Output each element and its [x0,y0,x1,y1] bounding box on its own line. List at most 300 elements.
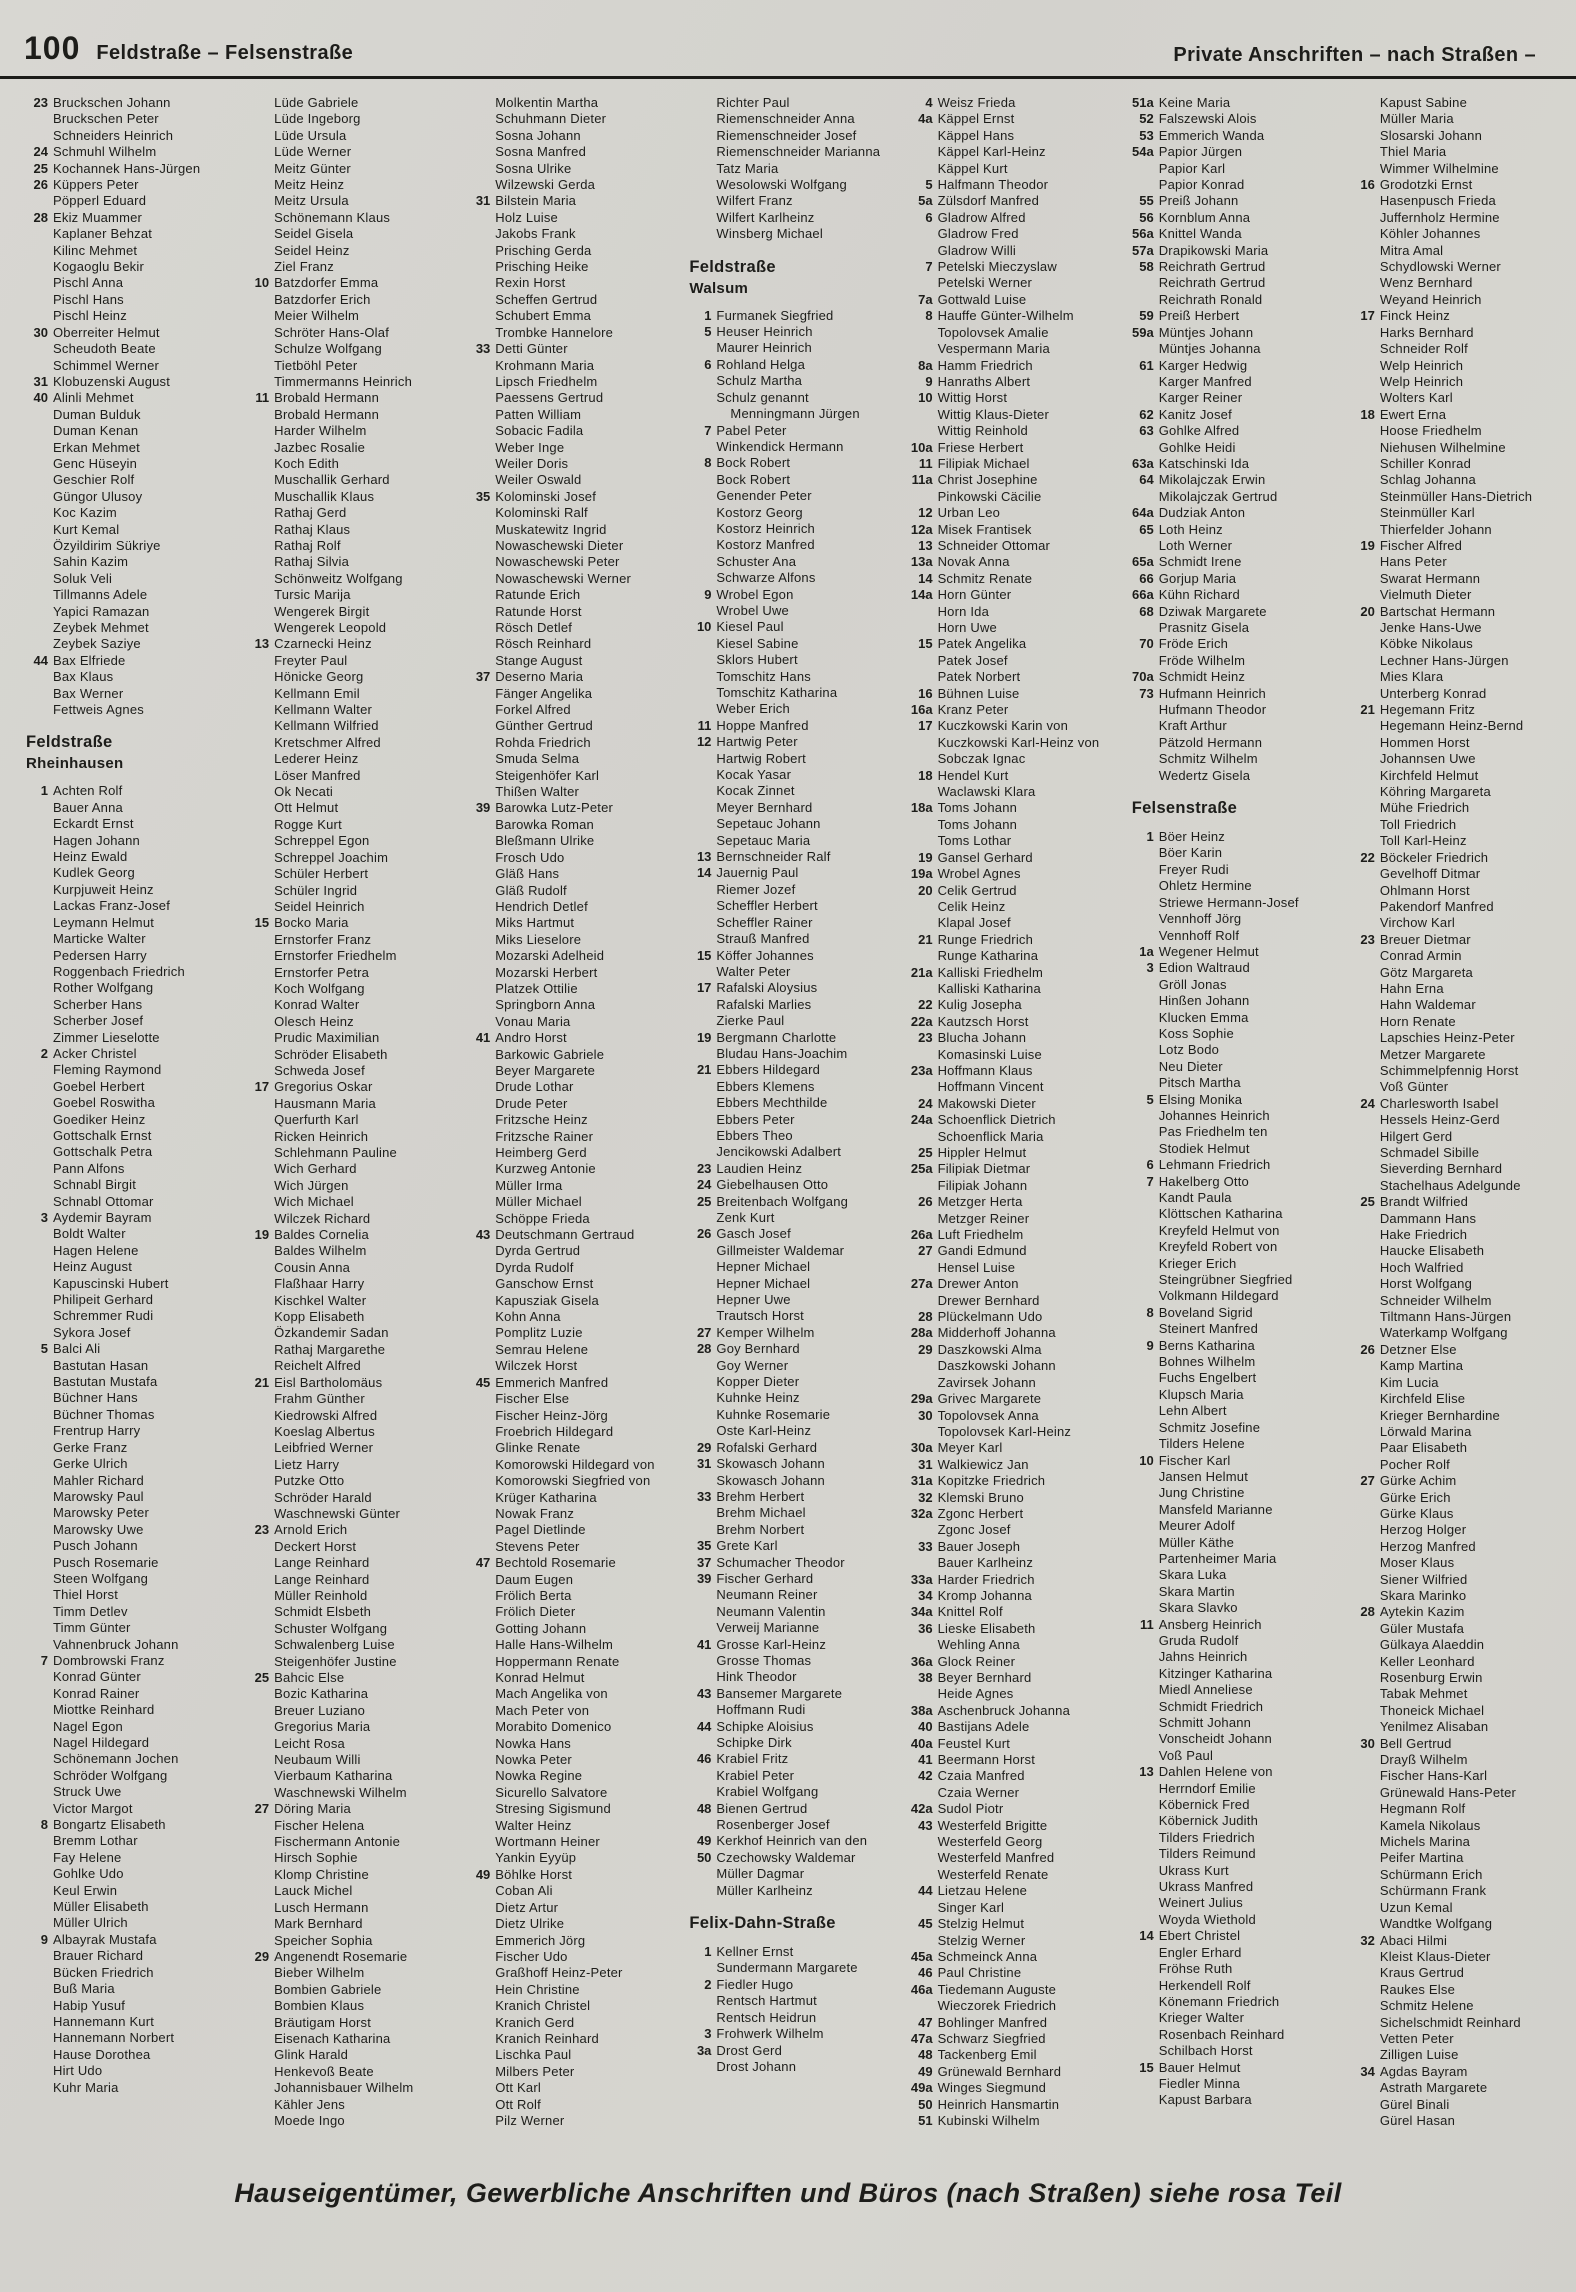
person-name: Sudol Piotr [937,1801,1004,1817]
person-name: Küppers Peter [53,177,139,193]
house-number [909,341,933,357]
entry-list [909,95,1120,2129]
entry-row [245,177,456,193]
person-name: Schreppel Joachim [274,849,389,865]
entry-row [245,948,456,964]
house-number [687,1960,711,1976]
house-number: 23 [696,1160,712,1176]
house-number [1351,1408,1375,1424]
person-name: Ebbers Peter [716,1111,795,1127]
house-number [687,1243,711,1259]
house-number [909,981,933,997]
house-number [1351,948,1375,964]
person-name: Winsberg Michael [716,226,823,242]
entry-row [909,1752,1120,1768]
person-name: Pas Friedhelm ten [1158,1124,1268,1140]
entry-row [245,2064,456,2080]
house-number [909,161,933,177]
house-number [1351,2113,1375,2129]
entry-row [24,1358,235,1374]
entry-row [1351,718,1562,734]
entry-row [1351,751,1562,767]
person-name: Tilders Helene [1158,1436,1245,1452]
house-number [24,1194,48,1210]
entry-row [466,374,677,390]
house-number [245,161,269,177]
person-name: Vonscheidt Johann [1158,1731,1272,1747]
entry-row [466,538,677,554]
house-number [1351,1900,1375,1916]
person-name: Westerfeld Manfred [937,1850,1055,1866]
person-name: Bleßmann Ulrike [495,833,595,849]
person-name: Ott Helmut [274,800,339,816]
entry-row [909,1424,1120,1440]
person-name: Schuhmann Dieter [495,111,607,127]
person-name: Wrobel Egon [716,586,794,602]
person-name: Mikolajczak Gertrud [1158,488,1278,504]
person-name: Bauer Joseph [937,1538,1021,1554]
house-number [687,439,711,455]
entry-row [1130,423,1341,439]
entry-row [24,358,235,374]
entry-row [1130,1223,1341,1239]
house-number [466,243,490,259]
person-name: Kogaoglu Bekir [53,259,144,275]
entry-row [1351,1309,1562,1325]
entry-row [909,390,1120,406]
house-number [466,932,490,948]
entry-row [1351,1178,1562,1194]
house-number: 26 [696,1226,712,1242]
house-number [1351,1358,1375,1374]
entry-row [24,636,235,652]
house-number: 4a [918,111,933,127]
entry-row [245,193,456,209]
person-name: Hinßen Johann [1158,993,1250,1009]
house-number [24,243,48,259]
house-number [1130,1895,1154,1911]
entry-row [466,2113,677,2129]
person-name: Gottschalk Petra [53,1144,153,1160]
person-name: Schulze Wolfgang [274,341,382,357]
person-name: Kopitzke Friedrich [937,1473,1046,1489]
entry-row [687,1768,898,1784]
entry-row [24,1817,235,1833]
person-name: Keine Maria [1158,95,1231,110]
house-number [24,1669,48,1685]
house-number: 3 [1146,960,1154,976]
entry-row [687,1522,898,1538]
house-number [245,1900,269,1916]
house-number: 28 [696,1341,712,1357]
person-name: Vielmuth Dieter [1379,587,1472,603]
house-number [1351,636,1375,652]
person-name: Skara Luka [1158,1567,1227,1583]
person-name: Schmuhl Wilhelm [53,144,157,160]
entry-row [245,1670,456,1686]
entry-row [687,2043,898,2059]
entry-row [909,1768,1120,1784]
entry-row [245,997,456,1013]
house-number: 63a [1132,455,1154,471]
house-number [1351,587,1375,603]
person-name: Grete Karl [716,1538,778,1554]
house-number: 62 [1139,406,1154,422]
house-number [245,407,269,423]
entry-row [1130,1206,1341,1222]
entry-row [1351,1047,1562,1063]
house-number: 66 [1139,570,1154,586]
house-number [687,1653,711,1669]
person-name: Meitz Günter [274,160,351,176]
house-number [1351,1818,1375,1834]
house-number [245,2097,269,2113]
entry-row [909,1490,1120,1506]
house-number [1351,226,1375,242]
person-name: Käppel Ernst [937,111,1015,127]
entry-row [1351,2015,1562,2031]
entry-row [687,210,898,226]
house-number [687,1587,711,1603]
house-number [245,784,269,800]
house-number [1130,161,1154,177]
person-name: Olesch Heinz [274,1013,354,1029]
person-name: Breuer Dietmar [1379,931,1471,947]
entry-row [687,2010,898,2026]
person-name: Skowasch Johann [716,1472,825,1488]
person-name: Patten William [495,406,582,422]
entry-row [687,865,898,881]
house-number [24,1915,48,1931]
house-number: 12 [918,505,933,521]
person-name: Fischer Gerhard [716,1570,814,1586]
house-number [24,587,48,603]
house-number [909,1047,933,1063]
entry-row [1130,993,1341,1009]
directory-columns [0,79,1576,2129]
entry-row [24,538,235,554]
person-name: Koch Edith [274,455,340,471]
house-number: 52 [1139,111,1154,127]
entry-row [466,292,677,308]
house-number: 47a [910,2030,933,2046]
person-name: Bozic Katharina [274,1686,369,1702]
entry-row [1351,866,1562,882]
entry-row [1130,1436,1341,1452]
person-name: Klupsch Maria [1158,1386,1244,1402]
person-name: Meitz Ursula [274,193,349,209]
person-name: Lechner Hans-Jürgen [1379,652,1509,668]
person-name: Neumann Reiner [716,1587,818,1603]
directory-column [909,95,1120,2129]
entry-row [1130,472,1341,488]
entry-row [909,800,1120,816]
person-name: Özkandemir Sadan [274,1325,389,1341]
person-name: Ernstorfer Petra [274,964,370,980]
person-name: Timm Günter [53,1620,131,1636]
entry-row [245,1686,456,1702]
person-name: Keul Erwin [53,1882,118,1898]
entry-row [909,1522,1120,1538]
house-number: 61 [1139,357,1154,373]
entry-row [1351,1801,1562,1817]
house-number [1351,981,1375,997]
street-section-header [689,258,898,297]
person-name: Kautzsch Horst [937,1013,1029,1029]
person-name: Mikolajczak Erwin [1158,472,1266,488]
house-number: 20 [1360,603,1375,619]
house-number [245,899,269,915]
person-name: Thißen Walter [495,784,580,800]
person-name: Miks Lieselore [495,931,582,947]
house-number [466,1686,490,1702]
person-name: Rathaj Margarethe [274,1341,386,1357]
house-number: 34a [910,1604,933,1620]
entry-row [687,1013,898,1029]
person-name: Hagen Helene [53,1242,139,1258]
entry-row [24,1112,235,1128]
entry-row [909,374,1120,390]
entry-row [1130,1453,1341,1469]
entry-row [466,390,677,406]
person-name: Heinrich Hansmartin [937,2096,1060,2112]
person-name: Balci Ali [53,1341,101,1357]
entry-row [909,1063,1120,1079]
entry-row [24,1555,235,1571]
house-number [909,1998,933,2014]
person-name: Rathaj Gerd [274,505,347,521]
person-name: Astrath Margarete [1379,2080,1488,2096]
person-name: Bludau Hans-Joachim [716,1045,848,1061]
person-name: Frölich Berta [495,1587,572,1603]
entry-row [909,669,1120,685]
house-number [687,373,711,389]
entry-row [466,1112,677,1128]
person-name: Kaplaner Behzat [53,226,153,242]
entry-row [1351,1161,1562,1177]
house-number [1351,1309,1375,1325]
person-name: Heinz Ewald [53,849,128,865]
person-name: Dietz Ulrike [495,1916,565,1932]
house-number [1130,1781,1154,1797]
person-name: Hartwig Robert [716,750,806,766]
house-number [245,800,269,816]
entry-row [687,1977,898,1993]
person-name: Kähler Jens [274,2096,345,2112]
house-number [466,686,490,702]
entry-row [245,800,456,816]
house-number [245,325,269,341]
person-name: Wittig Reinhold [937,423,1028,439]
entry-row [909,1637,1120,1653]
person-name: Pomplitz Luzie [495,1325,583,1341]
house-number [245,1834,269,1850]
person-name: Hagen Johann [53,832,140,848]
house-number [1351,1276,1375,1292]
house-number [1351,2015,1375,2031]
entry-row [1130,358,1341,374]
entry-row [24,1456,235,1472]
house-number: 11 [255,390,270,406]
entry-row [687,652,898,668]
person-name: Schmeinck Anna [937,1948,1038,1964]
person-name: Achten Rolf [53,783,123,799]
entry-row [909,1227,1120,1243]
entry-row [1351,210,1562,226]
person-name: Beyer Margarete [495,1062,596,1078]
entry-row [1130,878,1341,894]
person-name: Köhler Johannes [1379,226,1481,242]
entry-row [466,1818,677,1834]
person-name: Hahn Erna [1379,980,1444,996]
house-number [1351,1079,1375,1095]
entry-row [687,1177,898,1193]
house-number [245,1506,269,1522]
house-number [1351,1112,1375,1128]
person-name: Stachelhaus Adelgunde [1379,1177,1521,1193]
person-name: Barkowic Gabriele [495,1046,605,1062]
house-number [24,522,48,538]
house-number [909,489,933,505]
house-number [466,456,490,472]
house-number: 25 [254,1670,270,1685]
house-number: 11 [918,455,933,471]
person-name: Brehm Herbert [716,1488,805,1504]
person-name: Stelzig Helmut [937,1916,1025,1932]
entry-row [466,1063,677,1079]
person-name: Hensel Luise [937,1259,1016,1275]
house-number [24,865,48,881]
house-number [24,948,48,964]
entry-row [245,1506,456,1522]
entry-row [1130,1895,1341,1911]
person-name: Rathaj Klaus [274,521,351,537]
entry-row [1130,226,1341,242]
person-name: Mitra Amal [1379,242,1444,258]
person-name: Komorowski Siegfried von [495,1473,651,1489]
entry-row [909,1949,1120,1965]
entry-row [1130,1502,1341,1518]
house-number [1351,1375,1375,1391]
person-name: Grosse Thomas [716,1652,812,1668]
person-name: Jauernig Paul [716,865,799,881]
house-number [687,1817,711,1833]
entry-row [687,800,898,816]
entry-row [1351,1293,1562,1309]
entry-row [466,1982,677,1998]
person-name: Mühe Friedrich [1379,800,1470,816]
house-number [1130,1502,1154,1518]
entry-row [1351,1768,1562,1784]
entry-row [24,325,235,341]
person-name: Goy Bernhard [716,1341,800,1357]
entry-row [687,521,898,537]
entry-row [466,2047,677,2063]
person-name: Albayrak Mustafa [53,1931,157,1947]
entry-row [466,505,677,521]
entry-list [687,95,898,243]
entry-row [909,1408,1120,1424]
person-name: Hausmann Maria [274,1095,376,1111]
house-number [1351,1063,1375,1079]
entry-row [1130,1387,1341,1403]
person-name: Schreppel Egon [274,833,370,849]
person-name: Klobuzenski August [53,373,171,389]
person-name: Genc Hüseyin [53,455,138,471]
entry-row [24,1801,235,1817]
house-number [687,652,711,668]
entry-row [466,932,677,948]
entry-row [909,1194,1120,1210]
entry-row [466,2031,677,2047]
house-number [1351,620,1375,636]
entry-row [909,604,1120,620]
person-name: Ohlmann Horst [1379,882,1470,898]
house-number [245,1129,269,1145]
house-number [1130,1945,1154,1961]
person-name: Petelski Werner [937,275,1033,291]
entry-row [245,308,456,324]
entry-row [24,997,235,1013]
house-number [1351,1325,1375,1341]
entry-row [1351,144,1562,160]
entry-row [687,177,898,193]
person-name: Filipiak Johann [937,1177,1028,1193]
person-name: Hendel Kurt [937,767,1009,783]
house-number: 24 [1360,1095,1375,1111]
house-number [1351,571,1375,587]
person-name: Sepetauc Maria [716,832,811,848]
entry-row [1351,1867,1562,1883]
person-name: Goediker Heinz [53,1111,146,1127]
entry-row [24,980,235,996]
person-name: Paessens Gertrud [495,390,604,406]
person-name: Scherber Josef [53,1013,144,1029]
person-name: Fischer Udo [495,1948,568,1964]
house-number [1351,768,1375,784]
house-number: 24a [910,1112,933,1128]
house-number [24,1538,48,1554]
person-name: Luft Friedhelm [937,1227,1024,1243]
entry-row [909,587,1120,603]
house-number [24,1702,48,1718]
house-number [687,1095,711,1111]
entry-row [24,1587,235,1603]
house-number: 1 [704,1944,712,1960]
entry-row [909,1391,1120,1407]
entry-row [687,1194,898,1210]
person-name: Juffernholz Hermine [1379,209,1500,225]
house-number: 5 [925,177,933,193]
house-number [1130,1403,1154,1419]
house-number: 70 [1139,636,1154,652]
person-name: Fay Helene [53,1849,122,1865]
entry-row [245,407,456,423]
house-number [687,1505,711,1521]
house-number [1351,472,1375,488]
entry-row [24,259,235,275]
entry-row [1351,193,1562,209]
entry-row [1351,1965,1562,1981]
entry-row [1351,325,1562,341]
entry-row [1351,1145,1562,1161]
entry-row [909,1506,1120,1522]
entry-row [466,1211,677,1227]
entry-row [1351,948,1562,964]
entry-row [1130,1748,1341,1764]
entry-row [909,1440,1120,1456]
person-name: Bastijans Adele [937,1719,1030,1735]
